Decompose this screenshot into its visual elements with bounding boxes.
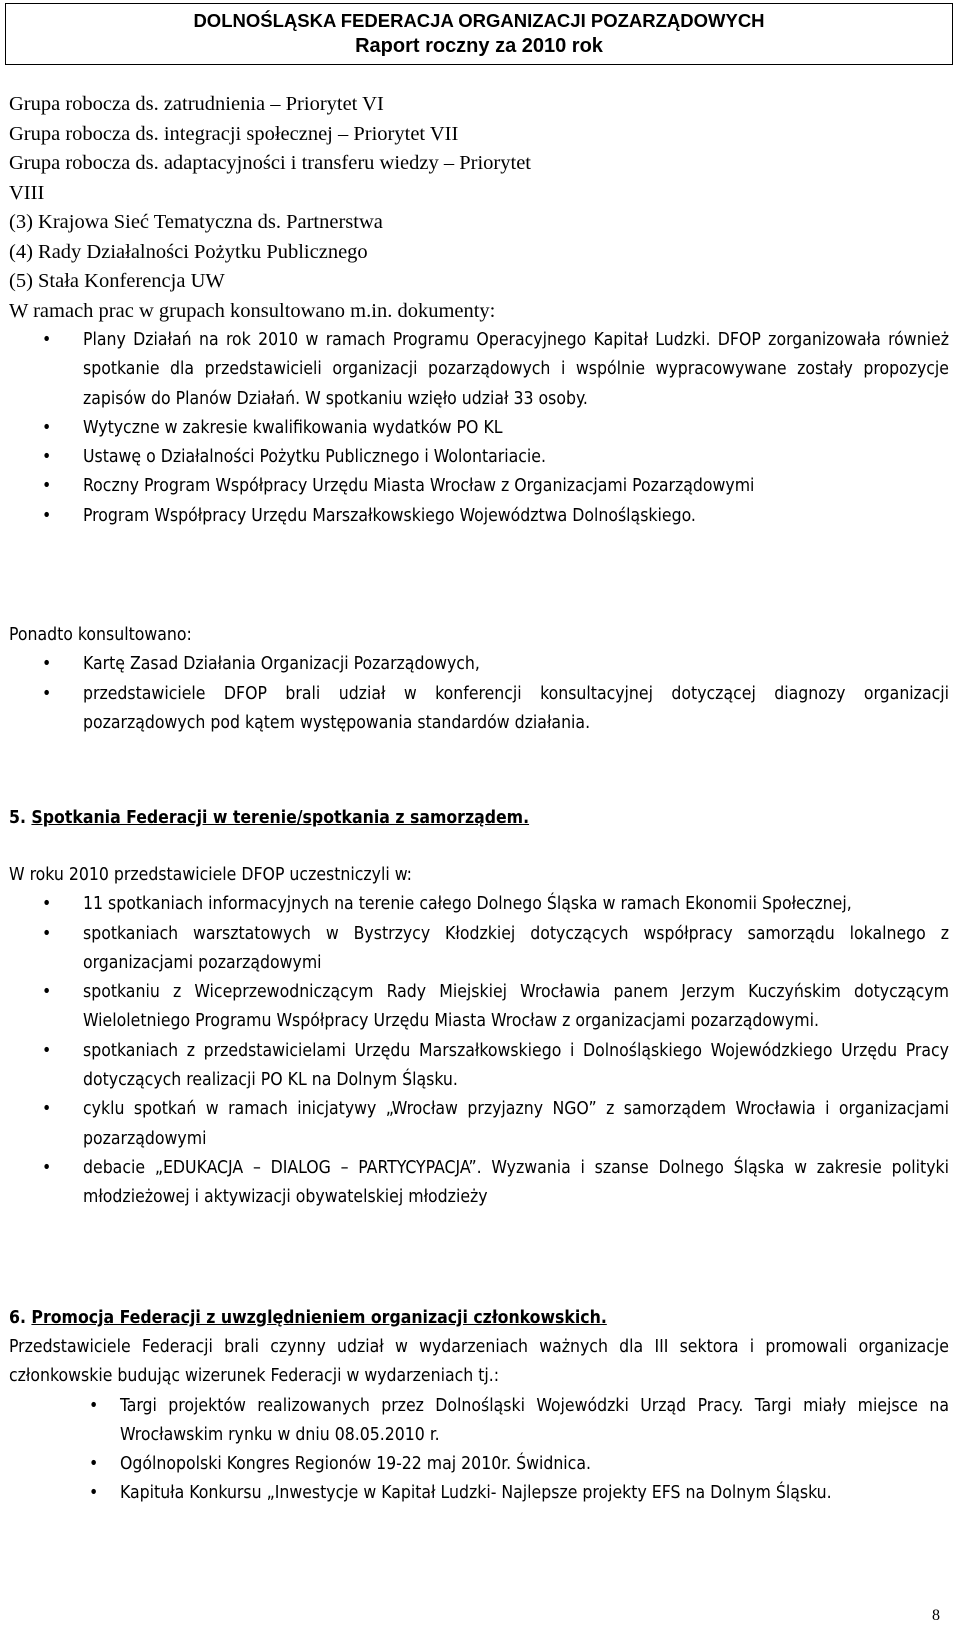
section-6-body [9, 1333, 949, 1509]
text-line: (5) Stała Konferencja UW [9, 270, 225, 292]
working-groups-list [9, 90, 949, 326]
section-6-heading [9, 1304, 949, 1333]
section-title: Spotkania Federacji w terenie/spotkania z samorządem. [31, 808, 530, 828]
section-intro: W roku 2010 przedstawiciele DFOP uczestniczyli w: [9, 865, 412, 885]
list-item: • Kartę Zasad Działania Organizacji Pozarządowych, [9, 650, 949, 679]
list-item: • Program Współpracy Urzędu Marszałkowskiego Województwa Dolnośląskiego. [9, 502, 949, 531]
bullet-icon: • [42, 894, 52, 915]
list-item: • 11 spotkaniach informacyjnych na terenie całego Dolnego Śląska w ramach Ekonomii Społecznej, [9, 890, 949, 919]
text-line: W ramach prac w grupach konsultowano m.in. dokumenty: [9, 299, 496, 322]
section-title: Promocja Federacji z uwzględnieniem organizacji członkowskich. [31, 1308, 607, 1328]
bullet-icon: • [42, 654, 52, 675]
list-item: • Ogólnopolski Kongres Regionów 19-22 maj 2010r. Świdnica. [9, 1450, 949, 1479]
list-item: • Targi projektów realizowanych przez Dolnośląski Wojewódzki Urząd Pracy. Targi miały miejsce na Wrocławskim rynku w dniu 08.05.2010 r. [9, 1392, 949, 1451]
text-line: (3) Krajowa Sieć Tematyczna ds. Partnerstwa [9, 211, 383, 233]
consulted-intro: Ponadto konsultowano: [9, 625, 192, 645]
section-5-body [9, 861, 949, 1213]
bullet-icon: • [42, 683, 52, 704]
bullet-icon: • [42, 417, 52, 438]
list-item: • Plany Działań na rok 2010 w ramach Programu Operacyjnego Kapitał Ludzki. DFOP zorganizowała również spotkanie dla przedstawicieli organizacji pozarządowych i wspólnie wypracowywane zostały propozycje zapisów do Planów Działań. W spotkaniu wzięło udział 33 osoby. [9, 326, 949, 414]
bullet-icon: • [42, 982, 52, 1003]
section-number: 6. [9, 1308, 26, 1328]
text-line: (4) Rady Działalności Pożytku Publicznego [9, 240, 368, 263]
report-header [5, 3, 953, 65]
bullet-icon: • [42, 923, 52, 944]
bullet-icon: • [42, 1040, 52, 1061]
bullet-icon: • [89, 1483, 99, 1504]
page-number: 8 [932, 1607, 940, 1624]
list-item: • Ustawę o Działalności Pożytku Publicznego i Wolontariacie. [9, 443, 949, 472]
text-line: VIII [9, 181, 45, 204]
list-item: • spotkaniu z Wiceprzewodniczącym Rady Miejskiej Wrocławia panem Jerzym Kuczyńskim dotyczącym Wieloletniego Programu Współpracy Urzędu Miasta Wrocław z organizacjami pozarządowymi. [9, 978, 949, 1037]
text-line: Grupa robocza ds. zatrudnienia – Priorytet VI [9, 93, 384, 115]
section-number: 5. [9, 808, 26, 828]
bullet-icon: • [42, 505, 52, 526]
header-organization: DOLNOŚLĄSKA FEDERACJA ORGANIZACJI POZARZĄDOWYCH [193, 10, 765, 31]
text-line: Grupa robocza ds. integracji społecznej – Priorytet VII [9, 122, 459, 145]
bullet-icon: • [89, 1454, 99, 1475]
list-item: • Roczny Program Współpracy Urzędu Miasta Wrocław z Organizacjami Pozarządowymi [9, 472, 949, 501]
list-item: • debacie „EDUKACJA – DIALOG – PARTYCYPACJA”. Wyzwania i szanse Dolnego Śląska w zakresie polityki młodzieżowej i aktywizacji obywatelskiej młodzieży [9, 1154, 949, 1213]
bullet-icon: • [42, 1099, 52, 1120]
list-item: • przedstawiciele DFOP brali udział w konferencji konsultacyjnej dotyczącej diagnozy organizacji pozarządowych pod kątem występowania standardów działania. [9, 680, 949, 739]
documents-bullet-list [9, 326, 949, 531]
bullet-icon: • [42, 447, 52, 468]
bullet-icon: • [42, 1157, 52, 1178]
consulted-section [9, 621, 949, 738]
bullet-icon: • [42, 330, 52, 350]
list-item: • spotkaniach z przedstawicielami Urzędu Marszałkowskiego i Dolnośląskiego Wojewódzkiego Urzędu Pracy dotyczących realizacji PO KL na Dolnym Śląsku. [9, 1037, 949, 1096]
header-report-title: Raport roczny za 2010 rok [355, 35, 603, 57]
bullet-icon: • [42, 476, 52, 497]
list-item: • Kapituła Konkursu „Inwestycje w Kapitał Ludzki- Najlepsze projekty EFS na Dolnym Śląsku. [9, 1479, 949, 1508]
list-item: • spotkaniach warsztatowych w Bystrzycy Kłodzkiej dotyczących współpracy samorządu lokalnego z organizacjami pozarządowymi [9, 920, 949, 979]
list-item: • cyklu spotkań w ramach inicjatywy „Wrocław przyjazny NGO” z samorządem Wrocławia i organizacjami pozarządowymi [9, 1095, 949, 1154]
text-line: Grupa robocza ds. adaptacyjności i transferu wiedzy – Priorytet [9, 152, 531, 174]
section-5-heading [9, 804, 949, 833]
list-item: • Wytyczne w zakresie kwalifikowania wydatków PO KL [9, 414, 949, 443]
section-intro: Przedstawiciele Federacji brali czynny udział w wydarzeniach ważnych dla III sektora i promowali organizacje członkowskie budując wizerunek Federacji w wydarzeniach tj.: [9, 1337, 949, 1387]
bullet-icon: • [89, 1395, 99, 1416]
